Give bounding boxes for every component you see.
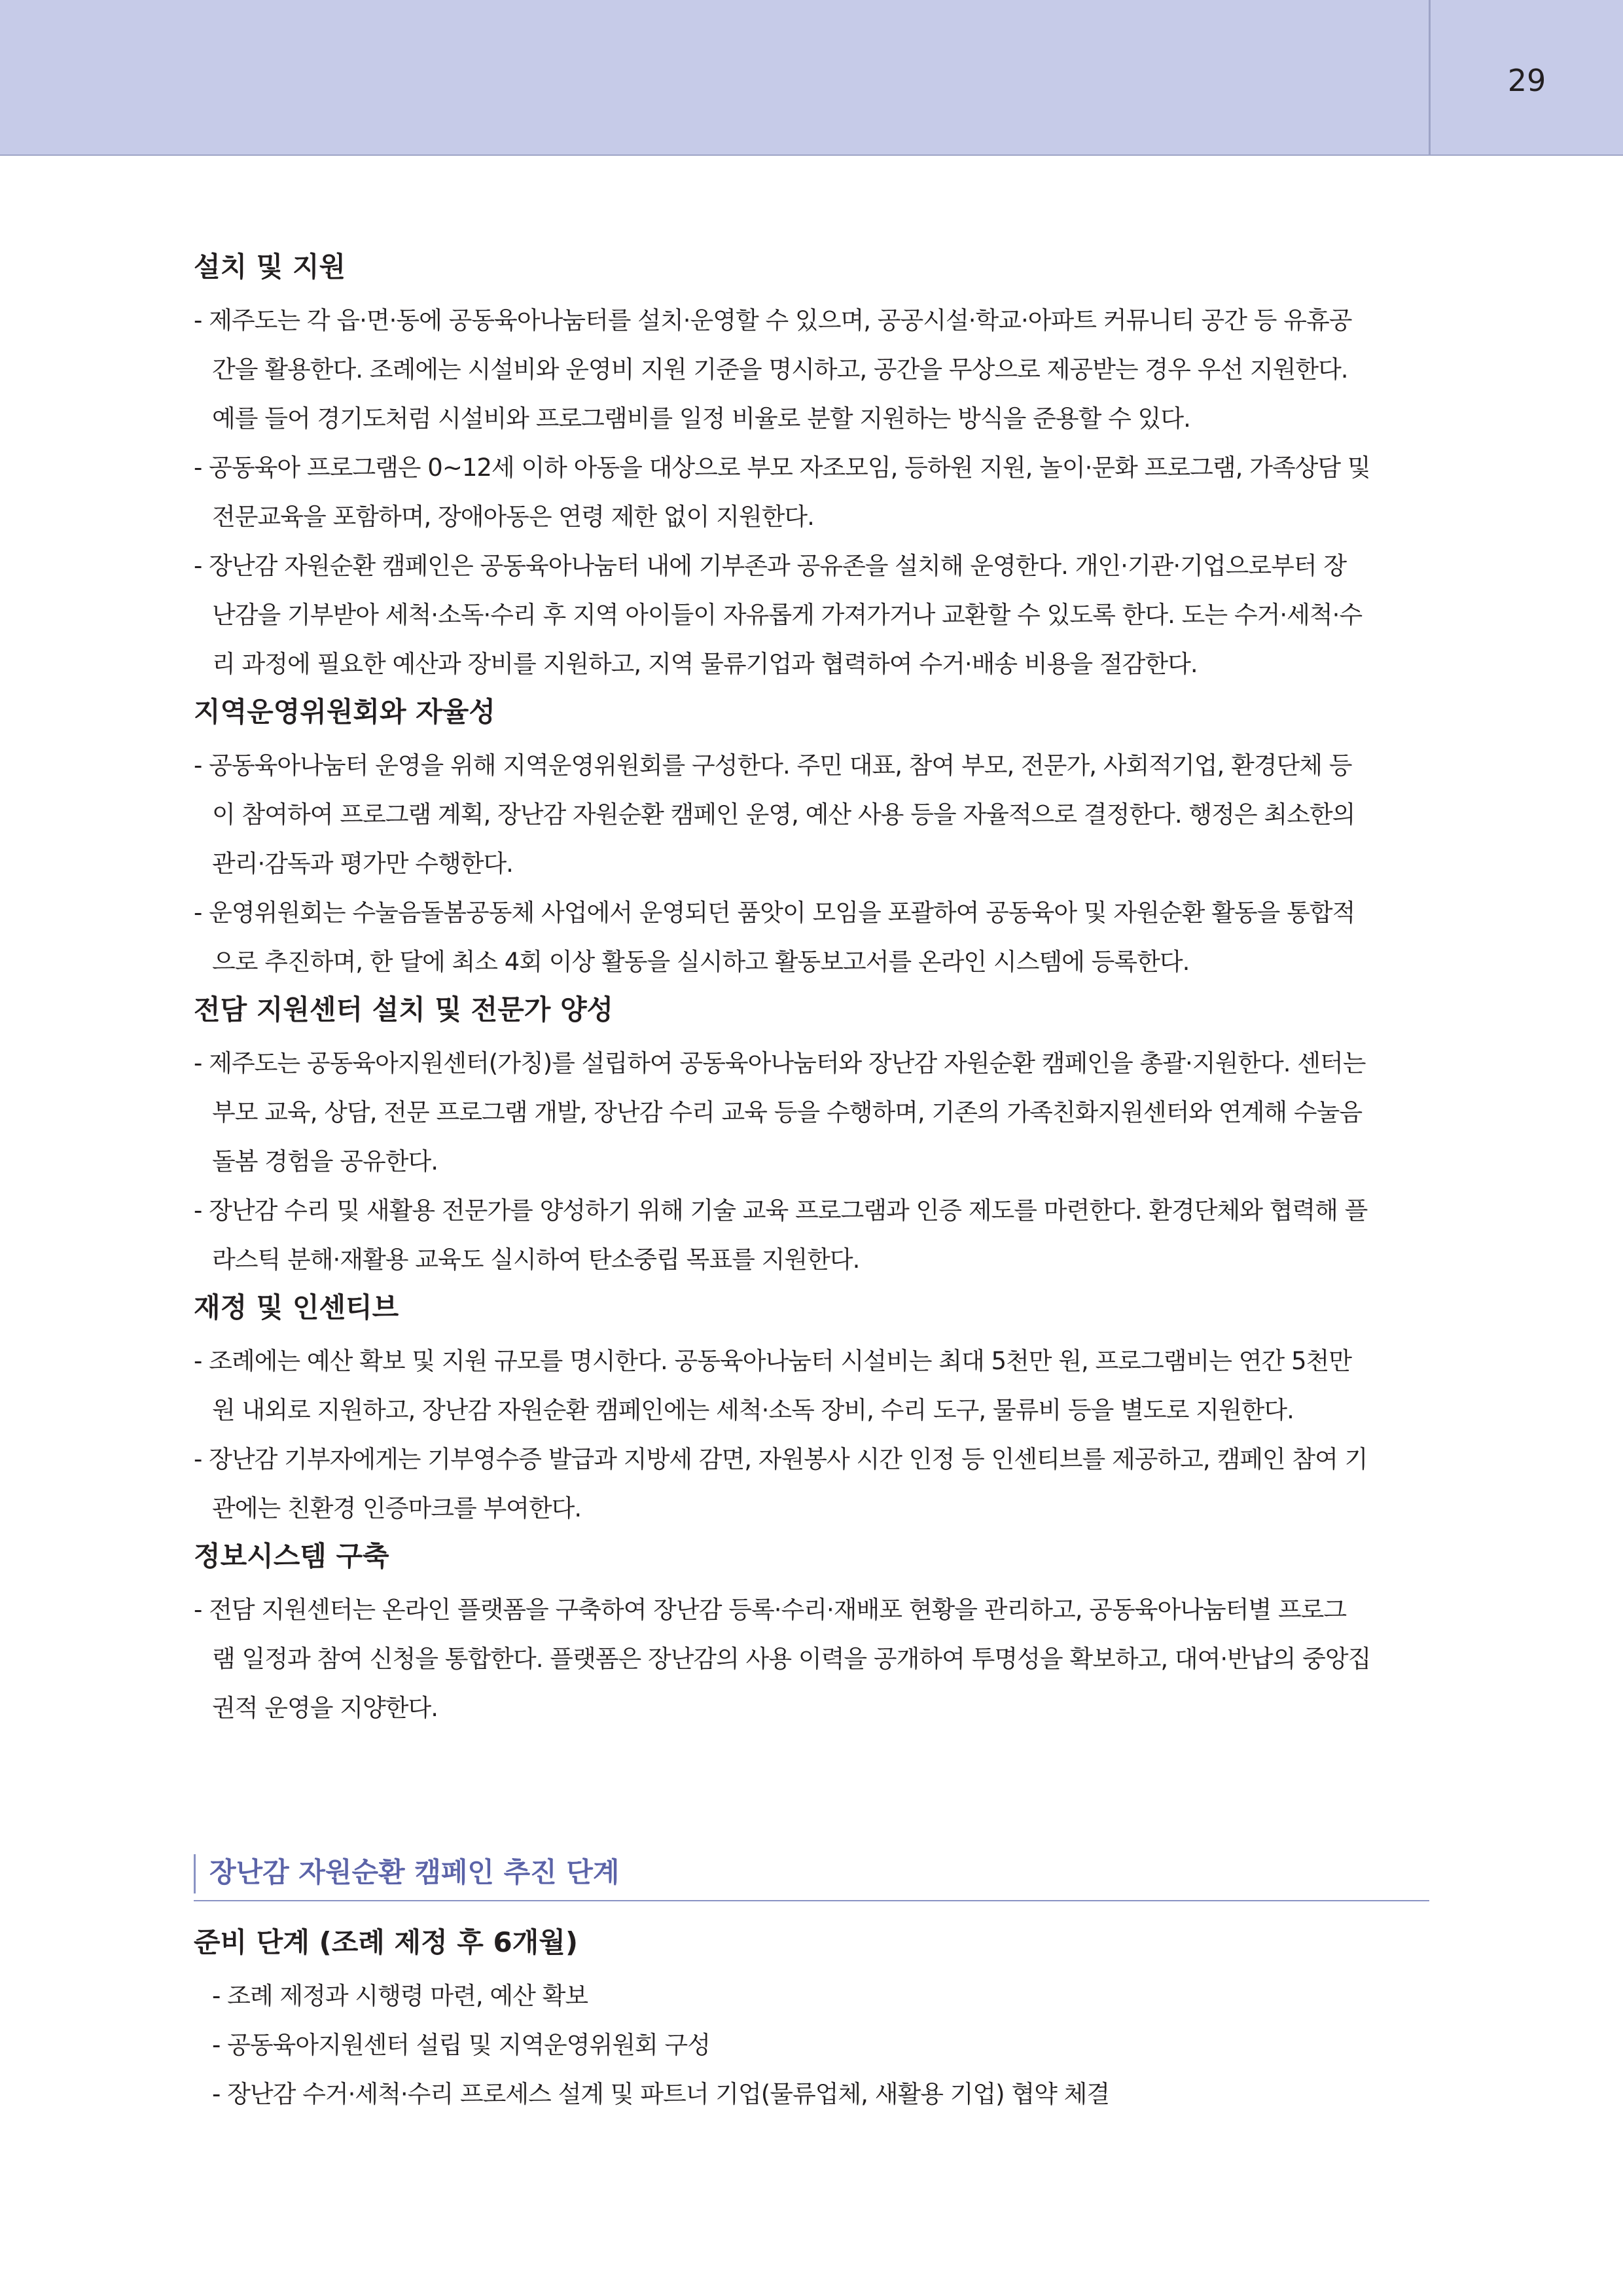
box-title-label: 장난감 자원순환 캠페인 추진 단계 bbox=[209, 1856, 620, 1888]
section-heading: 지역운영위원회와 자율성 bbox=[194, 696, 495, 728]
bullet-item bbox=[194, 741, 1429, 888]
bullet-line: - 장난감 수리 및 새활용 전문가를 양성하기 위해 기술 교육 프로그램과 인증 제도를 마련한다. 환경단체와 협력해 플 bbox=[194, 1196, 1368, 1225]
bullet-line: - 제주도는 각 읍·면·동에 공동육아나눔터를 설치·운영할 수 있으며, 공공시설·학교·아파트 커뮤니티 공간 등 유휴공 bbox=[194, 306, 1352, 334]
bullet-line: 관리·감독과 평가만 수행한다. bbox=[212, 850, 513, 878]
stage-item: - 장난감 수거·세척·수리 프로세스 설계 및 파트너 기업(물류업체, 새활용 기업) 협약 체결 bbox=[212, 2080, 1110, 2108]
section-heading: 전담 지원센터 설치 및 전문가 양성 bbox=[194, 994, 614, 1026]
bullet-item bbox=[194, 1039, 1429, 1186]
section-gap bbox=[194, 1732, 1429, 1736]
bullet-item bbox=[194, 1585, 1429, 1732]
bullet-line: 관에는 친환경 인증마크를 부여한다. bbox=[212, 1494, 582, 1522]
bullet-item bbox=[194, 296, 1429, 443]
bullet-line: - 장난감 기부자에게는 기부영수증 발급과 지방세 감면, 자원봉사 시간 인정 등 인센티브를 제공하고, 캠페인 참여 기 bbox=[194, 1445, 1368, 1473]
bullet-line: 부모 교육, 상담, 전문 프로그램 개발, 장난감 수리 교육 등을 수행하며, 기존의 가족친화지원센터와 연계해 수눌음 bbox=[212, 1098, 1363, 1126]
bullet-item bbox=[194, 443, 1429, 541]
bullet-line: - 제주도는 공동육아지원센터(가칭)를 설립하여 공동육아나눔터와 장난감 자원순환 캠페인을 총괄·지원한다. 센터는 bbox=[194, 1049, 1366, 1077]
page-number: 29 bbox=[1507, 63, 1546, 98]
bullet-line: 램 일정과 참여 신청을 통합한다. 플랫폼은 장난감의 사용 이력을 공개하여 투명성을 확보하고, 대여·반납의 중앙집 bbox=[212, 1645, 1371, 1673]
bullet-item bbox=[194, 1186, 1429, 1284]
bullet-item bbox=[194, 888, 1429, 986]
bullet-line: - 조례에는 예산 확보 및 지원 규모를 명시한다. 공동육아나눔터 시설비는 최대 5천만 원, 프로그램비는 연간 5천만 bbox=[194, 1347, 1352, 1375]
bullet-line: 이 참여하여 프로그램 계획, 장난감 자원순환 캠페인 운영, 예산 사용 등을 자율적으로 결정한다. 행정은 최소한의 bbox=[212, 800, 1355, 829]
section-heading: 정보시스템 구축 bbox=[194, 1540, 389, 1572]
bullet-line: - 운영위원회는 수눌음돌봄공동체 사업에서 운영되던 품앗이 모임을 포괄하여 공동육아 및 자원순환 활동을 통합적 bbox=[194, 899, 1355, 927]
stage-section bbox=[194, 1923, 1429, 2119]
bullet-line: 난감을 기부받아 세척·소독·수리 후 지역 아이들이 자유롭게 가져가거나 교환할 수 있도록 한다. 도는 수거·세척·수 bbox=[212, 601, 1363, 629]
bullet-line: 예를 들어 경기도처럼 시설비와 프로그램비를 일정 비율로 분할 지원하는 방식을 준용할 수 있다. bbox=[212, 404, 1190, 433]
bullet-line: - 장난감 자원순환 캠페인은 공동육아나눔터 내에 기부존과 공유존을 설치해 운영한다. 개인·기관·기업으로부터 장 bbox=[194, 552, 1347, 580]
section-heading: 재정 및 인센티브 bbox=[194, 1291, 399, 1323]
main-content bbox=[194, 247, 1429, 1736]
bullet-item bbox=[194, 541, 1429, 689]
bullet-line: 으로 추진하며, 한 달에 최소 4회 이상 활동을 실시하고 활동보고서를 온라인 시스템에 등록한다. bbox=[212, 948, 1190, 976]
bullet-line: 돌봄 경험을 공유한다. bbox=[212, 1147, 438, 1175]
bullet-line: 전문교육을 포함하며, 장애아동은 연령 제한 없이 지원한다. bbox=[212, 503, 814, 531]
bullet-line: - 공동육아 프로그램은 0~12세 이하 아동을 대상으로 부모 자조모임, 등하원 지원, 놀이·문화 프로그램, 가족상담 및 bbox=[194, 454, 1370, 482]
section-heading: 설치 및 지원 bbox=[194, 251, 346, 283]
box-title bbox=[194, 1850, 1429, 1901]
bullet-line: - 전담 지원센터는 온라인 플랫폼을 구축하여 장난감 등록·수리·재배포 현황을 관리하고, 공동육아나눔터별 프로그 bbox=[194, 1596, 1347, 1624]
stage-heading: 준비 단계 (조례 제정 후 6개월) bbox=[194, 1926, 579, 1958]
bullet-line: 리 과정에 필요한 예산과 장비를 지원하고, 지역 물류기업과 협력하여 수거·배송 비용을 절감한다. bbox=[212, 650, 1198, 678]
bullet-line: 라스틱 분해·재활용 교육도 실시하여 탄소중립 목표를 지원한다. bbox=[212, 1246, 860, 1274]
box-title-bar bbox=[194, 1854, 196, 1893]
bullet-line: 원 내외로 지원하고, 장난감 자원순환 캠페인에는 세척·소독 장비, 수리 도구, 물류비 등을 별도로 지원한다. bbox=[212, 1396, 1294, 1424]
stage-item: - 조례 제정과 시행령 마련, 예산 확보 bbox=[212, 1982, 588, 2010]
bullet-item bbox=[194, 1435, 1429, 1533]
header-band bbox=[0, 0, 1623, 156]
bullet-item bbox=[194, 1336, 1429, 1435]
bullet-line: 간을 활용한다. 조례에는 시설비와 운영비 지원 기준을 명시하고, 공간을 무상으로 제공받는 경우 우선 지원한다. bbox=[212, 355, 1348, 384]
bullet-line: - 공동육아나눔터 운영을 위해 지역운영위원회를 구성한다. 주민 대표, 참여 부모, 전문가, 사회적기업, 환경단체 등 bbox=[194, 751, 1352, 780]
stage-item: - 공동육아지원센터 설립 및 지역운영위원회 구성 bbox=[212, 2031, 710, 2059]
bullet-line: 권적 운영을 지양한다. bbox=[212, 1694, 438, 1722]
